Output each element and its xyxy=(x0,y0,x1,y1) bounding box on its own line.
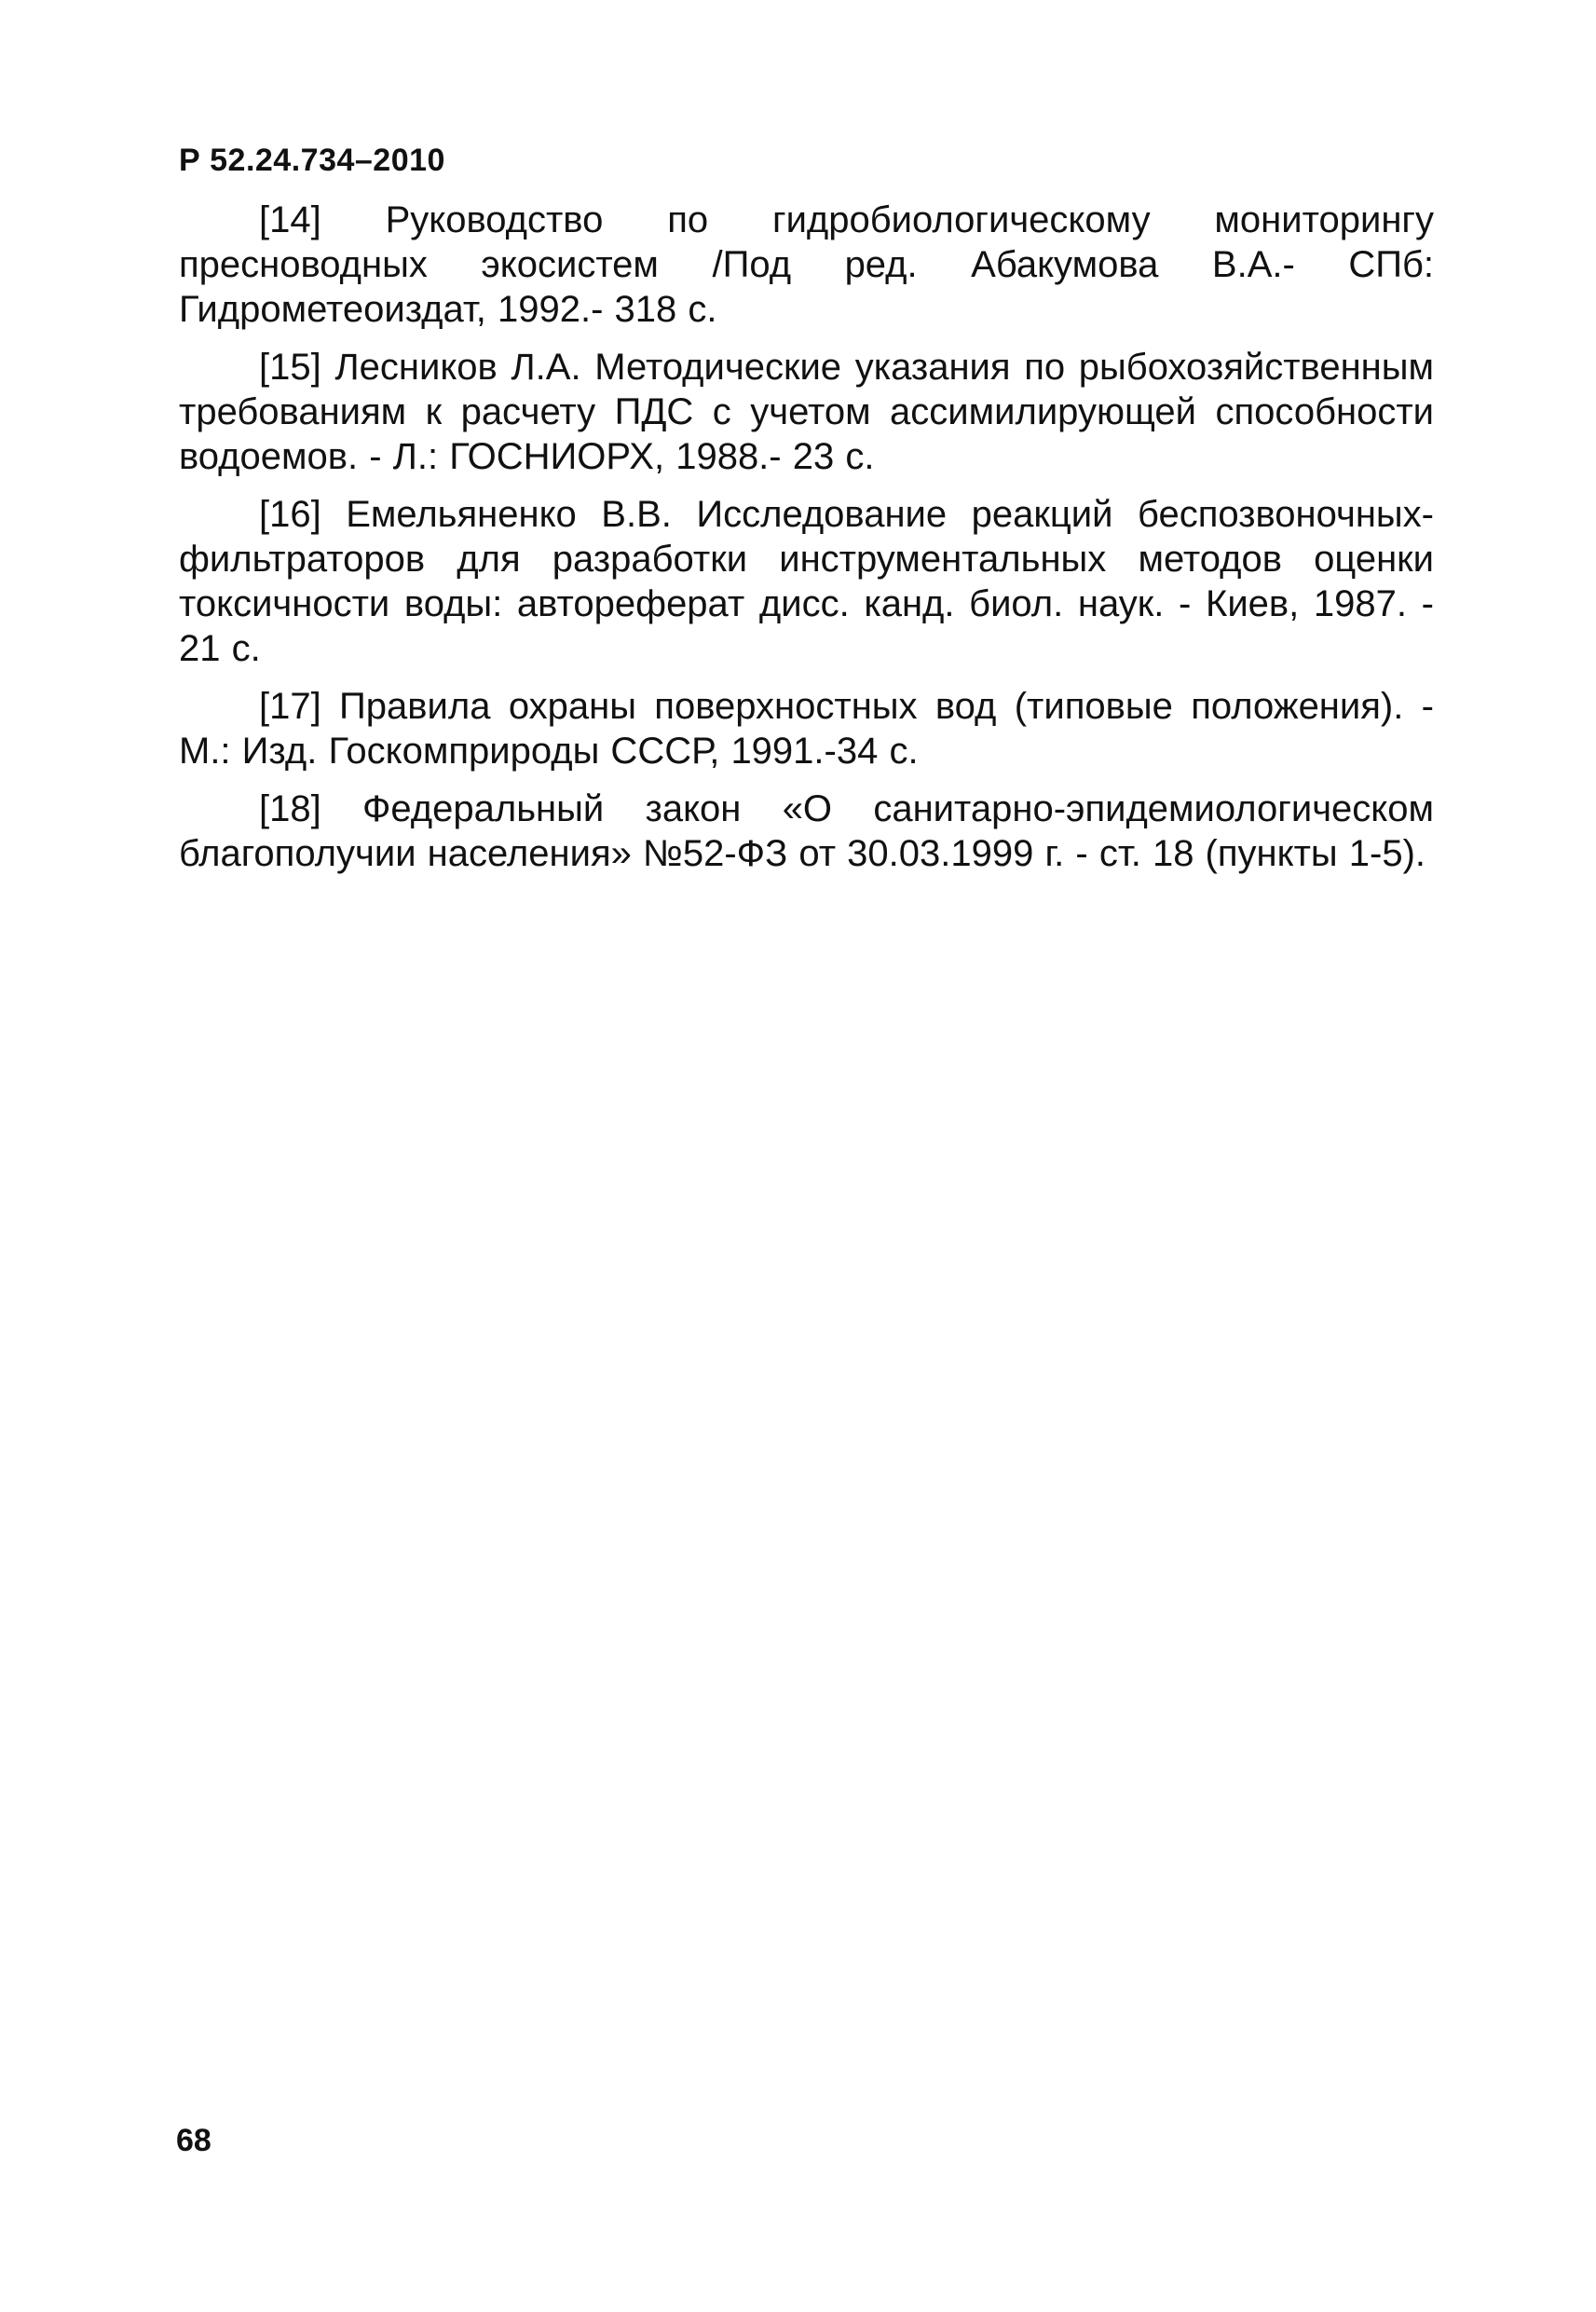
page-number: 68 xyxy=(176,2123,211,2158)
document-code: Р 52.24.734–2010 xyxy=(179,143,445,178)
reference-list xyxy=(179,198,1434,889)
reference-item-15: [15] Лесников Л.А. Методические указания по рыбохозяйственным требованиям к расчету ПДС с учетом ассимилирующей способности водоемов. - Л.: ГОСНИОРХ, 1988.- 23 с. xyxy=(179,347,1434,477)
reference-item-17: [17] Правила охраны поверхностных вод (типовые положения). - М.: Изд. Госкомприроды СССР, 1991.-34 с. xyxy=(179,686,1434,772)
reference-item-18: [18] Федеральный закон «О санитарно-эпидемиологическом благополучии населения» №52-ФЗ от 30.03.1999 г. - ст. 18 (пункты 1-5). xyxy=(179,788,1434,874)
reference-item-16: [16] Емельяненко В.В. Исследование реакций беспозвоночных-фильтраторов для разработки инструментальных методов оценки токсичности воды: автореферат дисс. канд. биол. наук. - Киев, 1987. - 21 с. xyxy=(179,494,1434,669)
reference-item-14: [14] Руководство по гидробиологическому мониторингу пресноводных экосистем /Под ред. Абакумова В.А.- СПб: Гидрометеоиздат, 1992.- 318 с. xyxy=(179,199,1434,330)
